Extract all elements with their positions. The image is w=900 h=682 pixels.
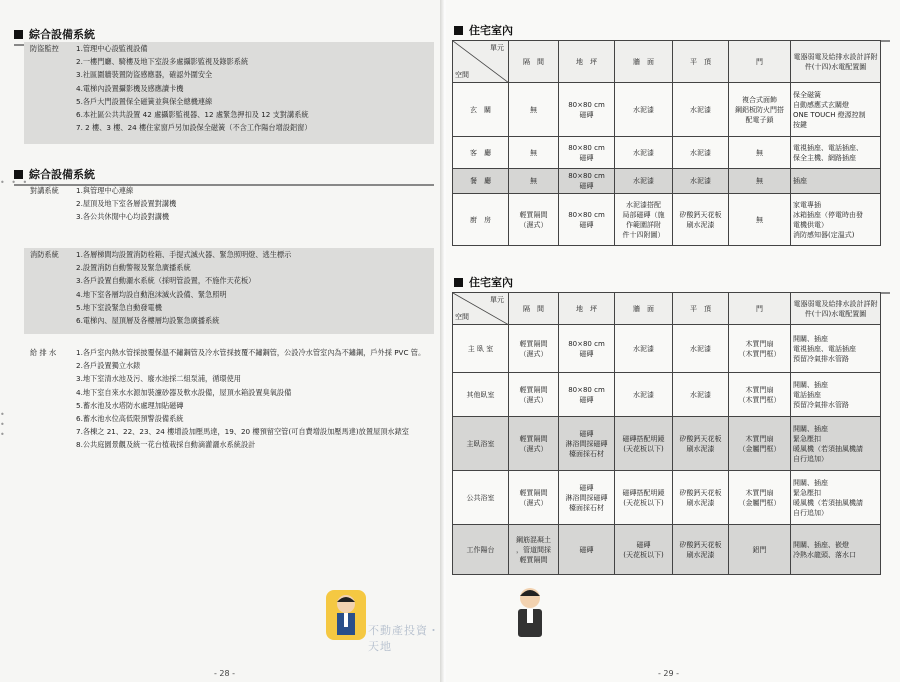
category-label: 消防系統 — [30, 250, 59, 259]
column-header: 隔 間 — [509, 293, 559, 325]
table-cell-door: 木質門扇 （金屬門框） — [729, 417, 791, 471]
table-cell-partition: 輕質隔間 （濕式） — [509, 325, 559, 373]
table-cell-space: 客 廳 — [453, 137, 509, 169]
column-header: 牆 面 — [615, 293, 673, 325]
list-item: 5.地下室設緊急自動發電機 — [76, 302, 162, 312]
table-cell-partition: 輕質隔間 （濕式） — [509, 471, 559, 525]
table-row — [453, 471, 881, 525]
intercom-block — [24, 184, 434, 226]
list-item: 7.各棟之 21、22、23、24 樓增設加壓馬達，19、20 樓預留空管(可自費增設加壓馬達)放置屋頂水錶室 — [76, 427, 409, 437]
mascot-illustration — [512, 584, 548, 644]
mascot-illustration — [326, 586, 366, 646]
table-cell-ceiling: 水泥漆 — [673, 325, 729, 373]
square-bullet-icon — [14, 30, 23, 39]
list-item: 4.電梯內設置攝影機及感應讀卡機 — [76, 83, 184, 93]
column-header: 電器弱電及給排水設計詳附件(十四)水電配置圖 — [791, 293, 881, 325]
interior-spec-table-1 — [452, 40, 881, 246]
table-cell-wall: 水泥漆 — [615, 137, 673, 169]
table-cell-space: 玄 關 — [453, 83, 509, 137]
column-header: 平 頂 — [673, 41, 729, 83]
column-header: 地 坪 — [559, 41, 615, 83]
table-cell-space: 主臥浴室 — [453, 417, 509, 471]
category-label: 給 排 水 — [30, 348, 57, 357]
table-body — [453, 325, 881, 575]
square-bullet-icon — [454, 26, 463, 35]
section-title-interior-1: 住宅室內 — [454, 22, 890, 38]
table-cell-door: 無 — [729, 194, 791, 246]
table-cell-space: 主 臥 室 — [453, 325, 509, 373]
category-label: 對講系統 — [30, 186, 59, 195]
table-cell-elec: 開關、插座 電視插座、電話插座 預留冷氣排水管路 — [791, 325, 881, 373]
list-item: 6.本社區公共共設置 42 處攝影監視器、12 處緊急押扣及 12 支對講系統 — [76, 110, 309, 120]
table-cell-ceiling: 水泥漆 — [673, 83, 729, 137]
table-cell-partition: 鋼筋混凝土 ，管道間採 輕質隔間 — [509, 525, 559, 575]
table-cell-ceiling: 水泥漆 — [673, 137, 729, 169]
table-row — [453, 194, 881, 246]
list-item: 8.公共庭園景觀及統一花台植栽採自動滴灌灑水系統設計 — [76, 440, 256, 450]
page-number: - 29 - — [658, 669, 680, 678]
table-cell-floor: 80×80 cm 磁磚 — [559, 325, 615, 373]
list-item: 7. 2 樓、3 樓、24 樓住家窗戶另加設保全磁簧（不含工作陽台增設鋁窗） — [76, 123, 312, 133]
list-item: 6.電梯內、屋頂層及各樓層均設緊急廣播系統 — [76, 316, 220, 326]
table-row — [453, 83, 881, 137]
table-cell-wall: 水泥漆 — [615, 83, 673, 137]
list-item: 5.各戶大門設置保全磁簧並與保全總機連線 — [76, 96, 213, 106]
table-cell-door: 木質門扇 （木質門框） — [729, 325, 791, 373]
table-body — [453, 83, 881, 246]
fire-block — [24, 248, 434, 334]
category-label: 防盜監控 — [30, 44, 59, 53]
table-cell-ceiling: 矽酸鈣天花板 刷水泥漆 — [673, 525, 729, 575]
table-row — [453, 169, 881, 194]
column-header: 平 頂 — [673, 293, 729, 325]
table-cell-space: 其他臥室 — [453, 373, 509, 417]
table-cell-floor: 80×80 cm 磁磚 — [559, 137, 615, 169]
table-row — [453, 137, 881, 169]
table-cell-elec: 開關、插座 緊急壓扣 暖風機（若須抽風機請 自行追加） — [791, 417, 881, 471]
table-cell-elec: 電視插座、電話插座、 保全主機、網路插座 — [791, 137, 881, 169]
square-bullet-icon — [454, 278, 463, 287]
table-cell-floor: 磁磚 — [559, 525, 615, 575]
list-item: 2.設置消防自動警報及緊急廣播系統 — [76, 263, 191, 273]
table-cell-elec: 保全磁簧 自動感應式玄關燈 ONE TOUCH 燈源控制 按鍵 — [791, 83, 881, 137]
table-cell-wall: 磁磚 (天花板以下) — [615, 525, 673, 575]
table-cell-door: 複合式面飾 鋼鋁板防火門搭 配電子鎖 — [729, 83, 791, 137]
intercom-list — [24, 184, 434, 224]
list-item: 2.各戶設置獨立水錶 — [76, 361, 141, 371]
table-cell-elec: 開關、插座 緊急壓扣 暖風機（若須抽風機請 自行追加） — [791, 471, 881, 525]
plumbing-block — [24, 346, 434, 496]
column-header: 地 坪 — [559, 293, 615, 325]
list-item: 2.一樓門廳、騎樓及地下室設多處攝影監視及錄影系統 — [76, 57, 249, 67]
section-title-interior-2: 住宅室內 — [454, 274, 890, 290]
table-cell-partition: 輕質隔間 （濕式） — [509, 194, 559, 246]
table-row — [453, 525, 881, 575]
table-cell-floor: 磁磚 淋浴間採磁磚 檯面採石材 — [559, 417, 615, 471]
interior-spec-table-2 — [452, 292, 881, 575]
decorative-dots: • • • — [0, 410, 7, 439]
list-item: 3.社區圍牆裝置防盜感應器，確認外圍安全 — [76, 70, 213, 80]
table-cell-elec: 家電專插 冰箱插座（停電時由發 電機供電） 消防感知器(定溫式) — [791, 194, 881, 246]
table-row — [453, 373, 881, 417]
table-cell-wall: 磁磚搭配明鏡 (天花板以下) — [615, 417, 673, 471]
fire-list — [24, 248, 434, 327]
table-cell-space: 工作陽台 — [453, 525, 509, 575]
column-header: 電器弱電及給排水設計詳附件(十四)水電配置圖 — [791, 41, 881, 83]
table-cell-space: 公共浴室 — [453, 471, 509, 525]
page-number: - 28 - — [214, 669, 236, 678]
column-header: 隔 間 — [509, 41, 559, 83]
table-cell-elec: 開關、插座 電話插座 預留冷氣排水管路 — [791, 373, 881, 417]
table-row — [453, 417, 881, 471]
table-cell-space: 廚 房 — [453, 194, 509, 246]
watermark-text: 不動產投資・天地 — [368, 624, 440, 653]
table-cell-space: 餐 廳 — [453, 169, 509, 194]
table-row — [453, 325, 881, 373]
list-item: 1.各戶室內熱水管採披覆保溫不鏽鋼管及冷水管採披覆不鏽鋼管，公設冷水管室內為不鏽鋼，戶外採 PVC 管。 — [76, 348, 426, 357]
table-corner-cell: 單元 空間 — [453, 41, 509, 83]
table-cell-door: 鋁門 — [729, 525, 791, 575]
list-item: 1.各層梯間均設置消防栓箱、手提式滅火器、緊急照明燈、逃生標示 — [76, 250, 292, 259]
table-cell-partition: 輕質隔間 （濕式） — [509, 373, 559, 417]
table-cell-floor: 磁磚 淋浴間採磁磚 檯面採石材 — [559, 471, 615, 525]
table-cell-ceiling: 矽酸鈣天花板 刷水泥漆 — [673, 471, 729, 525]
table-cell-ceiling: 水泥漆 — [673, 373, 729, 417]
column-header: 門 — [729, 41, 791, 83]
table-cell-partition: 無 — [509, 83, 559, 137]
list-item: 3.各戶設置自動灑水系統（採明管設置，不施作天花板） — [76, 276, 256, 286]
table-cell-ceiling: 水泥漆 — [673, 169, 729, 194]
security-list — [24, 42, 434, 134]
table-cell-partition: 無 — [509, 169, 559, 194]
list-item: 5.蓄水池及水塔防水處理加貼磁磚 — [76, 400, 184, 410]
list-item: 6.蓄水池水位高低限預警設備系統 — [76, 414, 184, 424]
table-cell-partition: 無 — [509, 137, 559, 169]
table-cell-elec: 插座 — [791, 169, 881, 194]
table-cell-wall: 磁磚搭配明鏡 (天花板以下) — [615, 471, 673, 525]
table-cell-door: 木質門扇 （金屬門框） — [729, 471, 791, 525]
list-item: 2.屋頂及地下室各層設置對講機 — [76, 199, 177, 209]
table-cell-door: 木質門扇 （木質門框） — [729, 373, 791, 417]
table-cell-door: 無 — [729, 137, 791, 169]
security-block — [24, 42, 434, 144]
column-header: 牆 面 — [615, 41, 673, 83]
table-cell-wall: 水泥漆搭配 局部磁磚（施 作範圍詳附 件十四附圖） — [615, 194, 673, 246]
table-cell-wall: 水泥漆 — [615, 169, 673, 194]
table-cell-partition: 輕質隔間 （濕式） — [509, 417, 559, 471]
decorative-dots: • • • — [0, 178, 30, 187]
list-item: 4.地下室各層均設自動泡沫滅火設備、緊急照明 — [76, 289, 227, 299]
table-cell-elec: 開關、插座、嵌燈 冷熱水龍頭、落水口 — [791, 525, 881, 575]
table-cell-wall: 水泥漆 — [615, 373, 673, 417]
plumbing-list — [24, 346, 434, 452]
column-header: 門 — [729, 293, 791, 325]
table-cell-door: 無 — [729, 169, 791, 194]
list-item: 1.與管理中心連線 — [76, 186, 134, 195]
list-item: 4.地下室自來水水源加裝濾砂器及軟水設備，屋頂水箱設置臭氧設備 — [76, 387, 292, 397]
list-item: 3.地下室清水池及污、廢水池採二組泵浦，循環使用 — [76, 374, 241, 384]
list-item: 1.管理中心設監視設備 — [76, 44, 148, 53]
table-cell-floor: 80×80 cm 磁磚 — [559, 83, 615, 137]
list-item: 3.各公共休閒中心均設對講機 — [76, 212, 170, 222]
table-corner-cell: 單元 空間 — [453, 293, 509, 325]
table-cell-floor: 80×80 cm 磁磚 — [559, 194, 615, 246]
left-page — [0, 0, 444, 682]
section-title-systems: 綜合設備系統 — [14, 166, 434, 182]
section-title-security: 綜合設備系統 — [14, 26, 434, 42]
table-cell-ceiling: 矽酸鈣天花板 刷水泥漆 — [673, 417, 729, 471]
table-cell-floor: 80×80 cm 磁磚 — [559, 373, 615, 417]
table-cell-wall: 水泥漆 — [615, 325, 673, 373]
table-cell-floor: 80×80 cm 磁磚 — [559, 169, 615, 194]
table-cell-ceiling: 矽酸鈣天花板 刷水泥漆 — [673, 194, 729, 246]
